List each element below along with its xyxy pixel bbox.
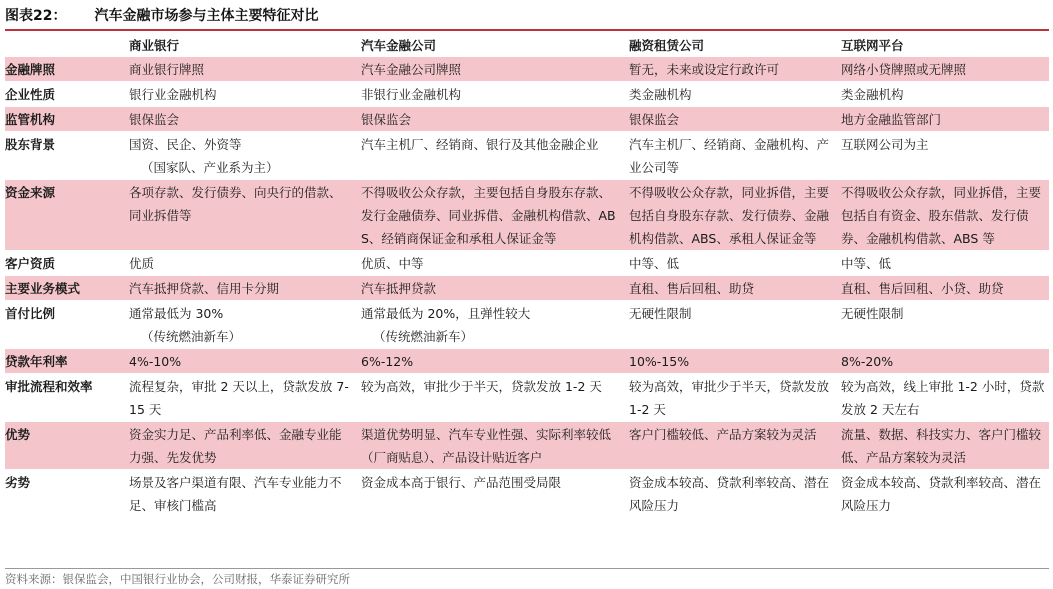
row-label: 审批流程和效率 xyxy=(5,374,123,422)
cell-text: 优质、中等 xyxy=(361,256,424,271)
cell-text: 不得吸收公众存款，主要包括自身股东存款、发行金融债券、同业拆借、金融机构借款、ABS、经销商保证金和承租人保证金等 xyxy=(361,185,616,246)
header-commercial-bank: 商业银行 xyxy=(129,38,180,53)
table-cell xyxy=(623,132,835,180)
row-label: 监管机构 xyxy=(5,107,123,132)
table-row xyxy=(5,374,1049,422)
table-cell xyxy=(355,132,623,180)
table-row xyxy=(5,349,1049,374)
table-cell xyxy=(123,470,355,518)
table-cell xyxy=(123,349,355,374)
table-body xyxy=(5,57,1049,517)
cell-text: 各项存款、发行债券、向央行的借款、同业拆借等 xyxy=(129,185,342,223)
cell-text: 较为高效，审批少于半天，贷款发放 1-2 天 xyxy=(361,379,602,394)
cell-text: 直租、售后回租、小贷、助贷 xyxy=(841,281,1004,296)
row-label: 主要业务模式 xyxy=(5,276,123,301)
cell-text: 4%-10% xyxy=(129,354,182,369)
table-cell xyxy=(123,301,355,349)
table-cell xyxy=(623,276,835,301)
cell-text: 资金成本高于银行、产品范围受局限 xyxy=(361,475,562,490)
row-label: 首付比例 xyxy=(5,301,123,349)
table-cell xyxy=(623,107,835,132)
table-cell xyxy=(123,57,355,82)
table-row xyxy=(5,180,1049,251)
header-auto-finance: 汽车金融公司 xyxy=(361,38,437,53)
table-cell xyxy=(835,132,1049,180)
table-cell xyxy=(123,374,355,422)
cell-text: 资金成本较高、贷款利率较高、潜在风险压力 xyxy=(629,475,830,513)
cell-text: （传统燃油新车） xyxy=(373,329,474,344)
table-cell xyxy=(623,470,835,518)
table-cell xyxy=(623,422,835,470)
cell-text: 资金成本较高、贷款利率较高、潜在风险压力 xyxy=(841,475,1042,513)
header-leasing: 融资租赁公司 xyxy=(629,38,705,53)
cell-text: 地方金融监管部门 xyxy=(841,112,942,127)
table-cell xyxy=(623,180,835,251)
cell-text: 汽车抵押贷款、信用卡分期 xyxy=(129,281,280,296)
cell-text: 国资、民企、外资等 xyxy=(129,137,242,152)
table-cell xyxy=(623,57,835,82)
table-cell xyxy=(623,374,835,422)
cell-text: 网络小贷牌照或无牌照 xyxy=(841,62,967,77)
comparison-table xyxy=(5,34,1049,517)
cell-text: 10%-15% xyxy=(629,354,690,369)
cell-text: 流程复杂，审批 2 天以上，贷款发放 7-15 天 xyxy=(129,379,349,417)
table-row xyxy=(5,470,1049,518)
table-row xyxy=(5,107,1049,132)
cell-text: 场景及客户渠道有限、汽车专业能力不足、审核门槛高 xyxy=(129,475,342,513)
table-cell xyxy=(835,57,1049,82)
cell-text: （传统燃油新车） xyxy=(141,329,242,344)
table-cell xyxy=(355,251,623,276)
table-row xyxy=(5,57,1049,82)
table-cell xyxy=(835,82,1049,107)
cell-text: 通常最低为 30% xyxy=(129,306,224,321)
table-cell xyxy=(123,180,355,251)
cell-text: 类金融机构 xyxy=(841,87,904,102)
table-cell xyxy=(355,57,623,82)
table-cell xyxy=(835,180,1049,251)
figure-title: 汽车金融市场参与主体主要特征对比 xyxy=(94,8,319,24)
cell-text: 无硬性限制 xyxy=(841,306,904,321)
table-header-row xyxy=(5,34,1049,57)
cell-text: 客户门槛较低、产品方案较为灵活 xyxy=(629,427,817,442)
table-cell xyxy=(835,349,1049,374)
row-label: 企业性质 xyxy=(5,82,123,107)
source-note: 资料来源：银保监会，中国银行业协会，公司财报，华泰证券研究所 xyxy=(5,568,1049,588)
cell-text: 资金实力足、产品利率低、金融专业能力强、先发优势 xyxy=(129,427,342,465)
table-cell xyxy=(623,301,835,349)
cell-text: 8%-20% xyxy=(841,354,894,369)
table-cell xyxy=(355,301,623,349)
cell-text: 非银行业金融机构 xyxy=(361,87,462,102)
cell-text: 银行业金融机构 xyxy=(129,87,217,102)
table-cell xyxy=(355,107,623,132)
table-cell xyxy=(123,251,355,276)
table-cell xyxy=(355,374,623,422)
cell-text: 较为高效，审批少于半天，贷款发放 1-2 天 xyxy=(629,379,830,417)
table-cell xyxy=(123,132,355,180)
cell-text: 商业银行牌照 xyxy=(129,62,205,77)
cell-text: 无硬性限制 xyxy=(629,306,692,321)
table-cell xyxy=(835,276,1049,301)
table-row xyxy=(5,132,1049,180)
table-cell xyxy=(623,82,835,107)
table-cell xyxy=(835,301,1049,349)
table-row xyxy=(5,276,1049,301)
header-corner xyxy=(5,34,123,57)
cell-text: 暂无，未来或设定行政许可 xyxy=(629,62,780,77)
cell-text: 汽车金融公司牌照 xyxy=(361,62,462,77)
cell-text: 优质 xyxy=(129,256,155,271)
cell-text: 不得吸收公众存款，同业拆借，主要包括自身股东存款、发行债券、金融机构借款、ABS、承租人保证金等 xyxy=(629,185,830,246)
table-cell xyxy=(623,251,835,276)
cell-text: 类金融机构 xyxy=(629,87,692,102)
table-cell xyxy=(355,180,623,251)
cell-text: 中等、低 xyxy=(629,256,680,271)
table-cell xyxy=(123,422,355,470)
cell-text: 银保监会 xyxy=(361,112,412,127)
table-cell xyxy=(123,276,355,301)
table-cell xyxy=(835,251,1049,276)
table-row xyxy=(5,301,1049,349)
cell-text: 银保监会 xyxy=(129,112,180,127)
cell-text: 流量、数据、科技实力、客户门槛较低、产品方案较为灵活 xyxy=(841,427,1042,465)
row-label: 股东背景 xyxy=(5,132,123,180)
table-cell xyxy=(623,349,835,374)
table-cell xyxy=(355,276,623,301)
figure-label: 图表22： xyxy=(5,8,67,24)
row-label: 劣势 xyxy=(5,470,123,518)
cell-text: （国家队、产业系为主） xyxy=(141,160,279,175)
figure-title-bar xyxy=(5,3,1049,31)
table-cell xyxy=(355,422,623,470)
table-row xyxy=(5,251,1049,276)
table-cell xyxy=(835,107,1049,132)
cell-text: 互联网公司为主 xyxy=(841,137,929,152)
table-cell xyxy=(835,374,1049,422)
table-cell xyxy=(355,349,623,374)
table-cell xyxy=(355,82,623,107)
table-row xyxy=(5,82,1049,107)
table-cell xyxy=(123,82,355,107)
row-label: 金融牌照 xyxy=(5,57,123,82)
cell-text: 中等、低 xyxy=(841,256,892,271)
cell-text: 较为高效，线上审批 1-2 小时，贷款发放 2 天左右 xyxy=(841,379,1045,417)
cell-text: 汽车主机厂、经销商、金融机构、产业公司等 xyxy=(629,137,830,175)
table-cell xyxy=(835,470,1049,518)
cell-text: 银保监会 xyxy=(629,112,680,127)
cell-text: 直租、售后回租、助贷 xyxy=(629,281,755,296)
row-label: 客户资质 xyxy=(5,251,123,276)
cell-text: 汽车抵押贷款 xyxy=(361,281,437,296)
table-cell xyxy=(835,422,1049,470)
table-row xyxy=(5,422,1049,470)
cell-text: 6%-12% xyxy=(361,354,414,369)
cell-text: 不得吸收公众存款，同业拆借，主要包括自有资金、股东借款、发行债券、金融机构借款、ABS 等 xyxy=(841,185,1042,246)
cell-text: 渠道优势明显、汽车专业性强、实际利率较低（厂商贴息）、产品设计贴近客户 xyxy=(361,427,612,465)
row-label: 优势 xyxy=(5,422,123,470)
row-label: 贷款年利率 xyxy=(5,349,123,374)
table-cell xyxy=(123,107,355,132)
cell-text: 通常最低为 20%，且弹性较大 xyxy=(361,306,531,321)
table-cell xyxy=(355,470,623,518)
header-internet-platform: 互联网平台 xyxy=(841,38,904,53)
row-label: 资金来源 xyxy=(5,180,123,251)
cell-text: 汽车主机厂、经销商、银行及其他金融企业 xyxy=(361,137,599,152)
